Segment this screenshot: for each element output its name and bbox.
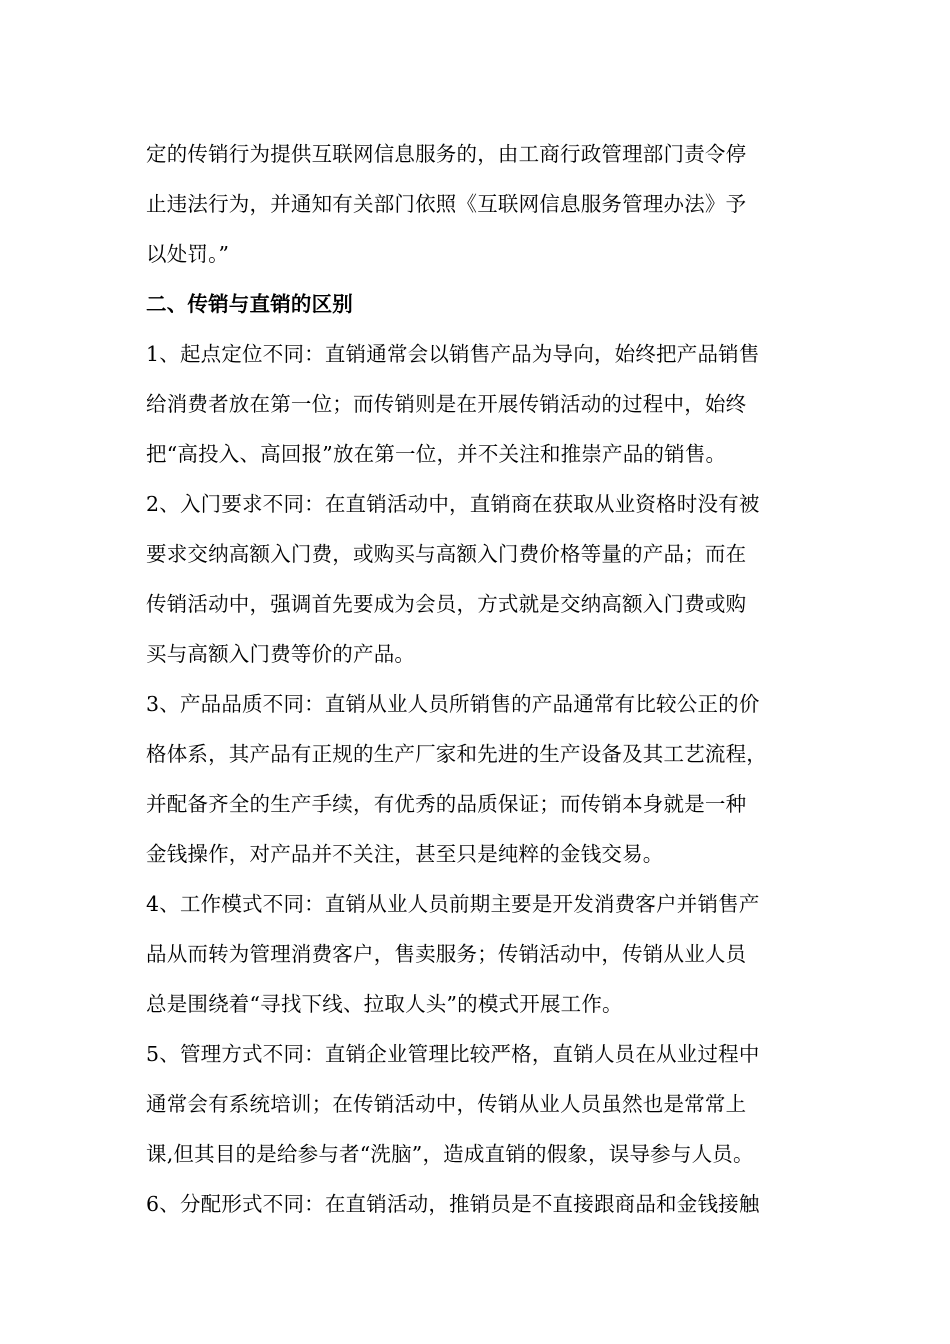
section-heading: 二、传销与直销的区别 [146, 292, 353, 316]
text-line: 要求交纳高额入门费，或购买与高额入门费价格等量的产品；而在 [146, 542, 747, 566]
text-line: 品从而转为管理消费客户，售卖服务；传销活动中，传销从业人员 [146, 942, 747, 966]
text-line: 3、产品品质不同：直销从业人员所销售的产品通常有比较公正的价 [146, 692, 760, 716]
text-line: 定的传销行为提供互联网信息服务的，由工商行政管理部门责令停 [146, 142, 747, 166]
text-line: 通常会有系统培训；在传销活动中，传销从业人员虽然也是常常上 [146, 1092, 747, 1116]
text-line: 把“高投入、高回报”放在第一位，并不关注和推崇产品的销售。 [146, 442, 727, 466]
text-line: 4、工作模式不同：直销从业人员前期主要是开发消费客户并销售产 [146, 892, 760, 916]
text-line: 金钱操作，对产品并不关注，甚至只是纯粹的金钱交易。 [146, 842, 664, 866]
text-line: 总是围绕着“寻找下线、拉取人头”的模式开展工作。 [146, 992, 623, 1016]
text-line: 给消费者放在第一位；而传销则是在开展传销活动的过程中，始终 [146, 392, 747, 416]
text-line: 买与高额入门费等价的产品。 [146, 642, 416, 666]
text-line: 止违法行为，并通知有关部门依照《互联网信息服务管理办法》予 [146, 192, 747, 216]
text-line: 格体系，其产品有正规的生产厂家和先进的生产设备及其工艺流程， [146, 742, 767, 766]
text-line: 传销活动中，强调首先要成为会员，方式就是交纳高额入门费或购 [146, 592, 747, 616]
document-body [146, 129, 816, 1229]
text-line: 课,但其目的是给参与者“洗脑”，造成直销的假象，误导参与人员。 [146, 1142, 754, 1166]
text-line: 6、分配形式不同：在直销活动，推销员是不直接跟商品和金钱接触 [146, 1192, 760, 1216]
text-line: 以处罚。” [146, 242, 230, 266]
text-line: 5、管理方式不同：直销企业管理比较严格，直销人员在从业过程中 [146, 1042, 760, 1066]
text-line: 2、入门要求不同：在直销活动中，直销商在获取从业资格时没有被 [146, 492, 760, 516]
text-line: 并配备齐全的生产手续，有优秀的品质保证；而传销本身就是一种 [146, 792, 747, 816]
text-line: 1、起点定位不同：直销通常会以销售产品为导向，始终把产品销售 [146, 342, 760, 366]
